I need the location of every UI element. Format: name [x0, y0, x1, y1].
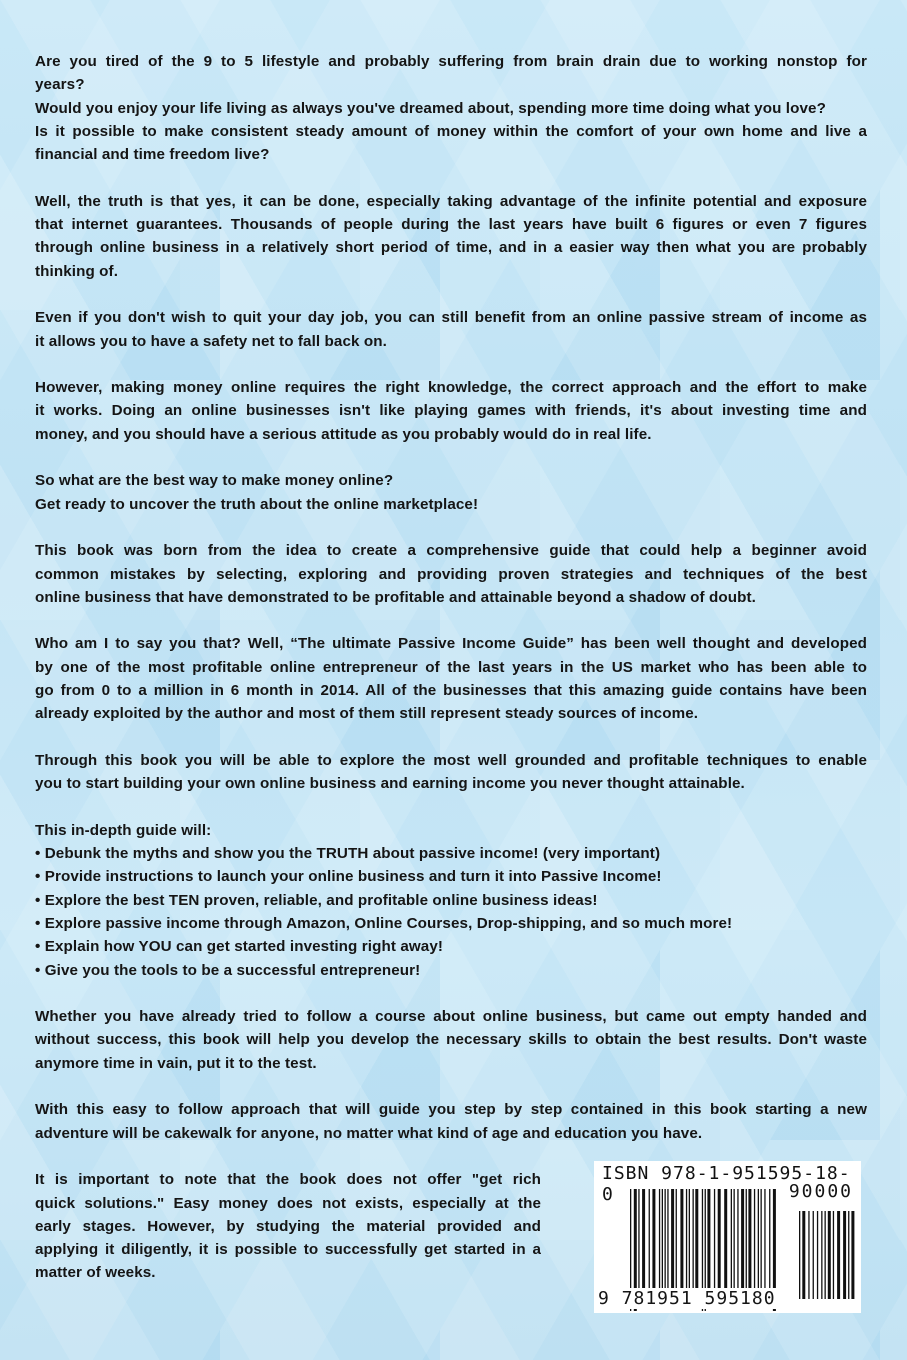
text-line: • Debunk the myths and show you the TRUTH about passive income! (very important)	[35, 845, 661, 863]
text-line: With this easy to follow approach that will guide you step by step contained in this book starting a new	[35, 1101, 867, 1119]
text-line: • Explore passive income through Amazon, Online Courses, Drop-shipping, and so much more!	[35, 914, 733, 932]
text-line: • Explain how YOU can get started investing right away!	[35, 938, 444, 956]
text-line: financial and time freedom live?	[35, 146, 270, 164]
back-cover-text	[35, 50, 867, 1308]
text-line: Is it possible to make consistent steady amount of money within the comfort of your own home and live a	[35, 122, 867, 140]
barcode-bar	[813, 1211, 814, 1299]
text-line: applying it diligently, it is possible to successfully get started in a	[35, 1241, 541, 1259]
text-line: Would you enjoy your life living as always you've dreamed about, spending more time doing what you love?	[35, 99, 826, 117]
text-line: through online business in a relatively short period of time, and in a easier way then what you are probably	[35, 239, 867, 257]
paragraph	[35, 749, 867, 796]
text-line: early stages. However, by studying the material provided and	[35, 1217, 541, 1235]
text-line: • Provide instructions to launch your online business and turn it into Passive Income!	[35, 868, 662, 886]
text-line: quick solutions." Easy money does not exists, especially at the	[35, 1194, 541, 1212]
barcode-bar	[808, 1211, 809, 1299]
text-line: So what are the best way to make money online?	[35, 472, 394, 490]
text-line: Even if you don't wish to quit your day job, you can still benefit from an online passive stream of income as	[35, 309, 867, 327]
paragraph	[35, 190, 867, 283]
barcode-bar	[837, 1211, 840, 1299]
text-line: anymore time in vain, put it to the test.	[35, 1054, 317, 1072]
text-line: • Explore the best TEN proven, reliable, and profitable online business ideas!	[35, 891, 598, 909]
ean-number: 9 781951 595180	[598, 1288, 776, 1309]
barcode-bar	[828, 1211, 831, 1299]
text-line: Well, the truth is that yes, it can be done, especially taking advantage of the infinite potential and exposure	[35, 192, 867, 210]
text-line: Through this book you will be able to explore the most well grounded and profitable techniques to enable	[35, 751, 867, 769]
paragraph	[35, 632, 867, 725]
text-line: money, and you should have a serious attitude as you probably would do in real life.	[35, 425, 652, 443]
isbn-label: ISBN 978-1-951595-18-0	[602, 1163, 851, 1205]
text-line: common mistakes by selecting, exploring and providing proven strategies and techniques of the best	[35, 565, 867, 583]
text-line: It is important to note that the book does not offer "get rich	[35, 1171, 541, 1189]
price-code: 90000	[788, 1181, 853, 1202]
isbn-barcode	[594, 1161, 861, 1313]
text-line: adventure will be cakewalk for anyone, no matter what kind of age and education you have.	[35, 1124, 703, 1142]
text-line: years?	[35, 76, 85, 94]
paragraph	[35, 819, 867, 982]
paragraph	[35, 539, 867, 609]
barcode-bar	[817, 1211, 818, 1299]
barcode-bar	[851, 1211, 854, 1299]
text-line: Get ready to uncover the truth about the online marketplace!	[35, 495, 479, 513]
barcode-bar	[833, 1211, 834, 1299]
paragraph	[35, 376, 867, 446]
text-line: • Give you the tools to be a successful entrepreneur!	[35, 961, 421, 979]
text-line: Whether you have already tried to follow a course about online business, but came out empty handed and	[35, 1008, 867, 1026]
text-line: by one of the most profitable online entrepreneur of the last years in the US market who has been able to	[35, 658, 867, 676]
barcode-bar	[802, 1211, 805, 1299]
barcode-bar	[821, 1211, 822, 1299]
paragraph	[35, 469, 867, 516]
barcode-bar	[848, 1211, 849, 1299]
text-line: This in-depth guide will:	[35, 821, 212, 839]
text-line: Who am I to say you that? Well, “The ultimate Passive Income Guide” has been well thought and developed	[35, 635, 867, 653]
barcode-bar	[799, 1211, 800, 1299]
text-line: However, making money online requires the right knowledge, the correct approach and the effort to make	[35, 379, 867, 397]
text-line: thinking of.	[35, 262, 119, 280]
text-line: it works. Doing an online businesses isn't like playing games with friends, it's about investing time and	[35, 402, 867, 420]
closing-paragraph	[35, 1168, 541, 1284]
text-line: go from 0 to a million in 6 month in 2014. All of the businesses that this amazing guide contains have been	[35, 682, 867, 700]
paragraph	[35, 1098, 867, 1145]
text-line: matter of weeks.	[35, 1264, 156, 1282]
paragraph	[35, 306, 867, 353]
text-line: online business that have demonstrated to be profitable and attainable beyond a shadow of doubt.	[35, 588, 756, 606]
text-line: already exploited by the author and most of them still represent steady sources of income.	[35, 705, 699, 723]
paragraph	[35, 50, 867, 166]
barcode-bar	[843, 1211, 846, 1299]
text-line: you to start building your own online business and earning income you never thought attainable.	[35, 775, 745, 793]
text-line: without success, this book will help you develop the necessary skills to obtain the best results. Don't waste	[35, 1031, 867, 1049]
text-line: Are you tired of the 9 to 5 lifestyle and probably suffering from brain drain due to working nonstop for	[35, 53, 867, 70]
paragraph	[35, 1005, 867, 1075]
text-line: that internet guarantees. Thousands of people during the last years have built 6 figures or even 7 figures	[35, 216, 867, 234]
text-line: This book was born from the idea to create a comprehensive guide that could help a beginner avoid	[35, 542, 867, 560]
text-line: it allows you to have a safety net to fall back on.	[35, 332, 387, 350]
barcode-bar	[825, 1211, 826, 1299]
